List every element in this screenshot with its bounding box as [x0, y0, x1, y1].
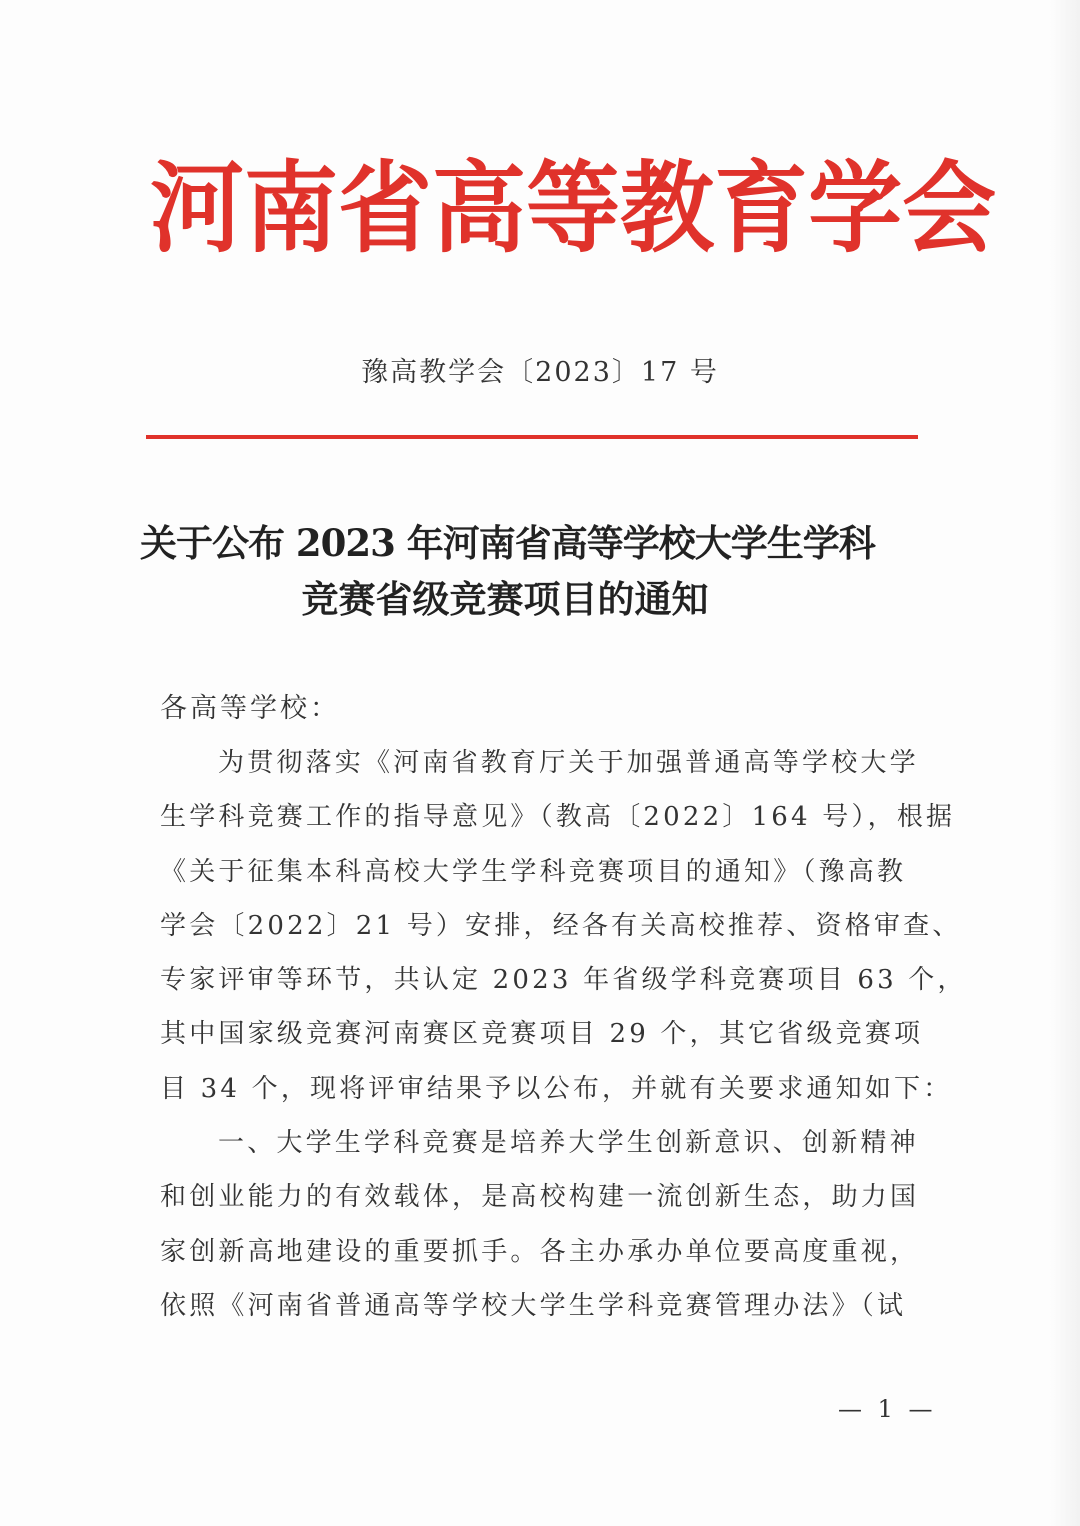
body-line: 为贯彻落实《河南省教育厅关于加强普通高等学校大学: [218, 748, 919, 778]
masthead-char: 河: [150, 152, 245, 267]
body-line: 依照《河南省普通高等学校大学生学科竞赛管理办法》（试: [160, 1290, 907, 1321]
body-line: 《关于征集本科高校大学生学科竞赛项目的通知》（豫高教: [160, 856, 907, 887]
masthead-char: 南: [244, 152, 339, 267]
issuer-masthead: [150, 150, 997, 270]
body-line: 学会〔2022〕21 号）安排，经各有关高校推荐、资格审查、: [160, 910, 962, 941]
masthead-char: 会: [902, 152, 997, 267]
body-line: 一、大学生学科竞赛是培养大学生创新意识、创新精神: [218, 1128, 919, 1159]
document-number: 豫高教学会〔2023〕17 号: [361, 357, 719, 388]
body-line: 生学科竞赛工作的指导意见》（教高〔2022〕164 号），根据: [160, 802, 956, 833]
body-line: 其中国家级竞赛河南赛区竞赛项目 29 个，其它省级竞赛项: [160, 1019, 924, 1050]
body-line: 家创新高地建设的重要抓手。各主办承办单位要高度重视，: [160, 1236, 920, 1267]
body-line: 和创业能力的有效载体，是高校构建一流创新生态，助力国: [160, 1182, 920, 1213]
document-title: [140, 515, 940, 627]
title-line-2: 竞赛省级竞赛项目的通知: [301, 577, 709, 621]
masthead-char: 等: [526, 152, 621, 267]
masthead-char: 教: [620, 152, 715, 267]
page-number: — 1 —: [838, 1395, 937, 1423]
page-edge-shadow: [1050, 0, 1080, 1526]
red-divider: [146, 435, 918, 439]
masthead-char: 省: [338, 152, 433, 267]
title-line-1: 关于公布 2023 年河南省高等学校大学生学科: [140, 521, 875, 565]
body-text: [160, 736, 967, 1333]
masthead-char: 学: [808, 152, 903, 267]
salutation: 各高等学校：: [160, 693, 340, 724]
masthead-char: 育: [714, 152, 809, 267]
body-line: 目 34 个，现将评审结果予以公布，并就有关要求通知如下：: [160, 1073, 953, 1104]
body-line: 专家评审等环节，共认定 2023 年省级学科竞赛项目 63 个，: [160, 965, 967, 996]
masthead-char: 高: [432, 152, 527, 267]
